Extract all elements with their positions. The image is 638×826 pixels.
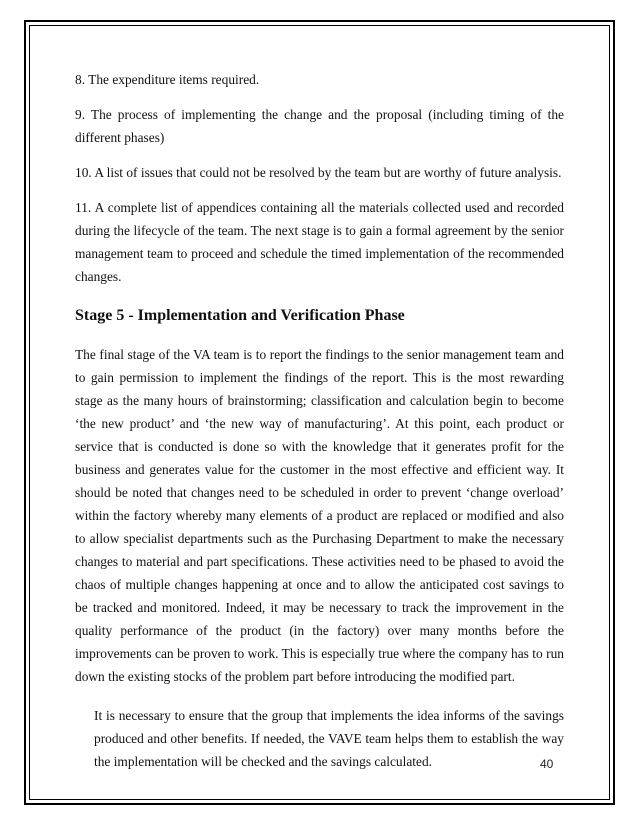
indented-paragraph: It is necessary to ensure that the group that implements the idea informs of the savings produced and other benefits. If needed, the VAVE team helps them to establish the way the implementation will be checked and the savings calculated.: [94, 708, 564, 769]
list-item-8: 8. The expenditure items required.: [75, 72, 260, 87]
list-item-10: 10. A list of issues that could not be resolved by the team but are worthy of future analysis.: [75, 165, 562, 180]
list-item-11: 11. A complete list of appendices containing all the materials collected used and recorded during the lifecycle of the team. The next stage is to gain a formal agreement by the senior management team to proceed and schedule the timed implementation of the recommended changes.: [75, 200, 564, 284]
list-item-9: 9. The process of implementing the change and the proposal (including timing of the different phases): [75, 107, 564, 145]
section-heading: Stage 5 - Implementation and Verification Phase: [75, 307, 405, 324]
page-content: [75, 68, 564, 785]
page-number: 40: [540, 757, 554, 771]
body-paragraph: The final stage of the VA team is to report the findings to the senior management team and to gain permission to implement the findings of the report. This is the most rewarding stage as the many hours of brainstorming; classification and calculation begin to become ‘the new product’ and ‘the new way of manufacturing’. At this point, each product or service that is conducted is done so with the knowledge that it generates profit for the business and generates value for the customer in the most effective and efficient way. It should be noted that changes need to be scheduled in order to prevent ‘change overload’ within the factory whereby many elements of a product are replaced or modified and also to allow specialist departments such as the Purchasing Department to make the necessary changes to material and part specifications. These activities need to be phased to avoid the chaos of multiple changes happening at once and to allow the anticipated cost savings to be tracked and monitored. Indeed, it may be necessary to track the improvement in the quality performance of the product (in the factory) over many months before the improvements can be proven to work. This is especially true where the company has to run down the existing stocks of the problem part before introducing the modified part.: [75, 347, 564, 684]
